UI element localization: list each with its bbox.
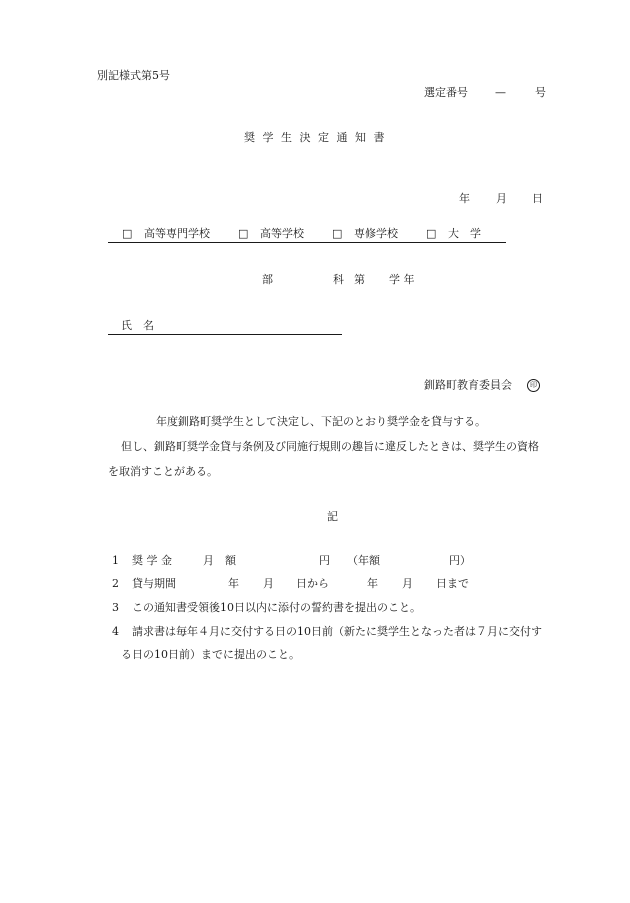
item-3-text: この通知書受領後10日以内に添付の誓約書を提出のこと。: [132, 601, 421, 614]
item-1-label: 奨 学 金: [132, 554, 172, 567]
date-day: 日: [532, 192, 543, 205]
body-line-2: 但し、釧路町奨学金貸与条例及び同施行規則の趣旨に違反したときは、奨学生の資格: [121, 440, 539, 453]
date-month: 月: [496, 192, 507, 205]
item-3-num: 3: [112, 601, 119, 614]
item-2-to-day: 日まで: [436, 577, 469, 590]
department-grade: 学 年: [389, 273, 415, 286]
item-1-annual-yen: 円）: [449, 554, 471, 567]
department-ka: 科: [333, 273, 344, 286]
body-line-3: を取消すことがある。: [108, 465, 218, 478]
school-label-kosen: 高等専門学校: [144, 227, 210, 240]
item-1-yen: 円: [319, 554, 330, 567]
school-label-high-school: 高等学校: [260, 227, 304, 240]
item-2-from-month: 月: [263, 577, 274, 590]
school-type-line: [108, 228, 506, 243]
item-2-to-year: 年: [367, 577, 378, 590]
item-2-label: 貸与期間: [132, 577, 176, 590]
item-2-num: 2: [112, 577, 119, 590]
item-1-num: 1: [112, 554, 119, 567]
name-label: 氏 名: [121, 319, 154, 332]
checkbox-university[interactable]: □: [426, 227, 437, 240]
checkbox-vocational[interactable]: □: [332, 227, 343, 240]
document-title: 奨 学 生 決 定 通 知 書: [244, 131, 387, 144]
issuer: [424, 379, 540, 392]
item-4-num: 4: [112, 625, 119, 638]
department-dai: 第: [354, 273, 365, 286]
checkbox-high-school[interactable]: □: [238, 227, 249, 240]
selection-number-suffix: 号: [535, 86, 546, 99]
selection-number-label: 選定番号: [424, 86, 468, 99]
form-label: 別記様式第5号: [97, 69, 170, 82]
checkbox-kosen[interactable]: □: [122, 227, 133, 240]
selection-number: [424, 87, 546, 98]
department-bu: 部: [262, 273, 273, 286]
item-1-monthly: 月 額: [203, 554, 236, 567]
school-label-vocational: 専修学校: [354, 227, 398, 240]
issuer-name: 釧路町教育委員会: [424, 378, 512, 392]
item-1-annual: （年額: [347, 554, 380, 567]
school-label-university: 大 学: [448, 227, 481, 240]
item-2-from-day: 日から: [296, 577, 329, 590]
selection-number-dash: —: [495, 86, 506, 99]
name-line[interactable]: [108, 320, 342, 335]
item-4-text: 請求書は毎年４月に交付する日の10日前（新たに奨学生となった者は７月に交付す: [132, 625, 542, 638]
item-2-to-month: 月: [402, 577, 413, 590]
seal-icon: 印: [527, 379, 540, 392]
body-line-1: 年度釧路町奨学生として決定し、下記のとおり奨学金を貸与する。: [156, 415, 486, 428]
item-4-text-continued: る日の10日前）までに提出のこと。: [121, 648, 300, 661]
item-2-from-year: 年: [228, 577, 239, 590]
ki-heading: 記: [327, 510, 338, 523]
date-year: 年: [459, 192, 470, 205]
